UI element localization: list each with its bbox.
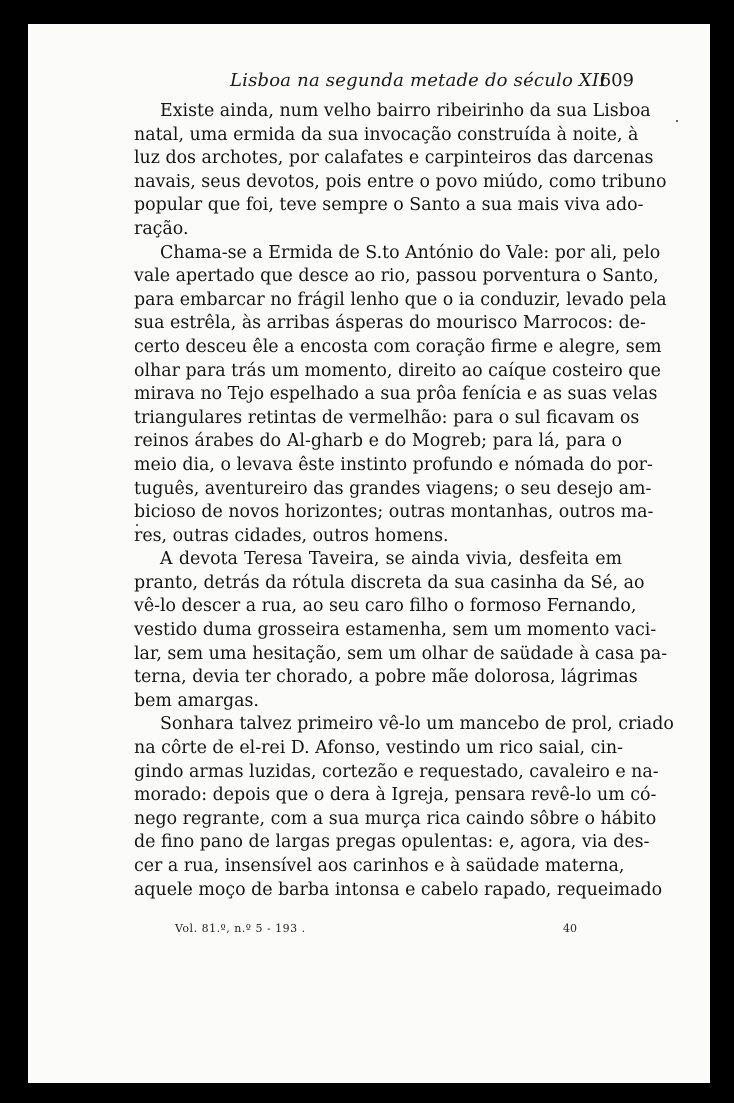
text-line: natal, uma ermida da sua invocação construída à noite, à xyxy=(134,124,639,145)
text-line: mirava no Tejo espelhado a sua prôa fenícia e as suas velas xyxy=(134,384,658,405)
text-line: vale apertado que desce ao rio, passou porventura o Santo, xyxy=(134,266,659,287)
page-header xyxy=(28,64,710,94)
paragraph xyxy=(134,242,667,549)
text-line: nego regrante, com a sua murça rica caindo sôbre o hábito xyxy=(134,808,657,829)
text-line: reinos árabes do Al-gharb e do Mogreb; para lá, para o xyxy=(134,431,622,452)
text-line: bicioso de novos horizontes; outras montanhas, outros ma- xyxy=(134,502,654,523)
text-line: gindo armas luzidas, cortezão e requestado, cavaleiro e na- xyxy=(134,761,659,782)
body-text xyxy=(134,100,674,902)
text-line: morado: depois que o dera à Igreja, pensara revê-lo um có- xyxy=(134,785,657,806)
text-line: meio dia, o levava êste instinto profundo e nómada do por- xyxy=(134,454,653,475)
paragraph xyxy=(134,548,668,713)
text-line: para embarcar no frágil lenho que o ia conduzir, levado pela xyxy=(134,289,667,310)
print-speck xyxy=(136,524,138,526)
text-line: terna, devia ter chorado, a pobre mãe dolorosa, lágrimas xyxy=(134,667,638,688)
text-line: olhar para trás um momento, direito ao caíque costeiro que xyxy=(134,360,661,381)
text-line: vê-lo descer a rua, ao seu caro filho o formoso Fernando, xyxy=(134,596,637,617)
text-line: bem amargas. xyxy=(134,690,259,711)
page-footer xyxy=(28,922,710,940)
text-line: Sonhara talvez primeiro vê-lo um mancebo de prol, criado xyxy=(160,714,674,735)
text-line: aquele moço de barba intonsa e cabelo rapado, requeimado xyxy=(134,879,663,900)
text-line: popular que foi, teve sempre o Santo a sua mais viva ado- xyxy=(134,195,644,216)
text-line: navais, seus devotos, pois entre o povo miúdo, como tribuno xyxy=(134,171,667,192)
signature-mark: 40 xyxy=(563,922,577,935)
text-line: Existe ainda, num velho bairro ribeirinho da sua Lisboa xyxy=(160,101,651,121)
page-number: 609 xyxy=(599,70,634,91)
text-line: A devota Teresa Taveira, se ainda vivia, desfeita em xyxy=(160,549,622,570)
text-line: lar, sem uma hesitação, sem um olhar de saüdade à casa pa- xyxy=(134,643,668,664)
text-line: de fino pano de largas pregas opulentas: e, agora, via des- xyxy=(134,832,650,853)
running-title: Lisboa na segunda metade do século XII xyxy=(230,70,607,91)
paragraph xyxy=(134,713,674,902)
text-line: Chama-se a Ermida de S.to António do Vale: por ali, pelo xyxy=(160,242,661,263)
text-line: sua estrêla, às arribas ásperas do mourisco Marrocos: de- xyxy=(134,313,646,334)
volume-info: Vol. 81.º, n.º 5 - 193 . xyxy=(175,922,306,935)
text-line: pranto, detrás da rótula discreta da sua casinha da Sé, ao xyxy=(134,572,645,593)
text-line: res, outras cidades, outros homens. xyxy=(134,525,449,546)
paragraph xyxy=(134,100,667,242)
text-line: cer a rua, insensível aos carinhos e à saüdade materna, xyxy=(134,856,625,876)
text-line: triangulares retintas de vermelhão: para o sul ficavam os xyxy=(134,407,640,428)
book-page xyxy=(26,22,712,1085)
text-line: tuguês, aventureiro das grandes viagens; o seu desejo am- xyxy=(134,478,652,499)
text-line: vestido duma grosseira estamenha, sem um momento vaci- xyxy=(134,620,657,641)
text-line: ração. xyxy=(134,218,189,239)
text-line: certo desceu êle a encosta com coração firme e alegre, sem xyxy=(134,336,662,357)
text-line: luz dos archotes, por calafates e carpinteiros das darcenas xyxy=(134,148,654,169)
text-line: na côrte de el-rei D. Afonso, vestindo um rico saial, cin- xyxy=(134,738,623,759)
print-speck xyxy=(676,120,678,122)
